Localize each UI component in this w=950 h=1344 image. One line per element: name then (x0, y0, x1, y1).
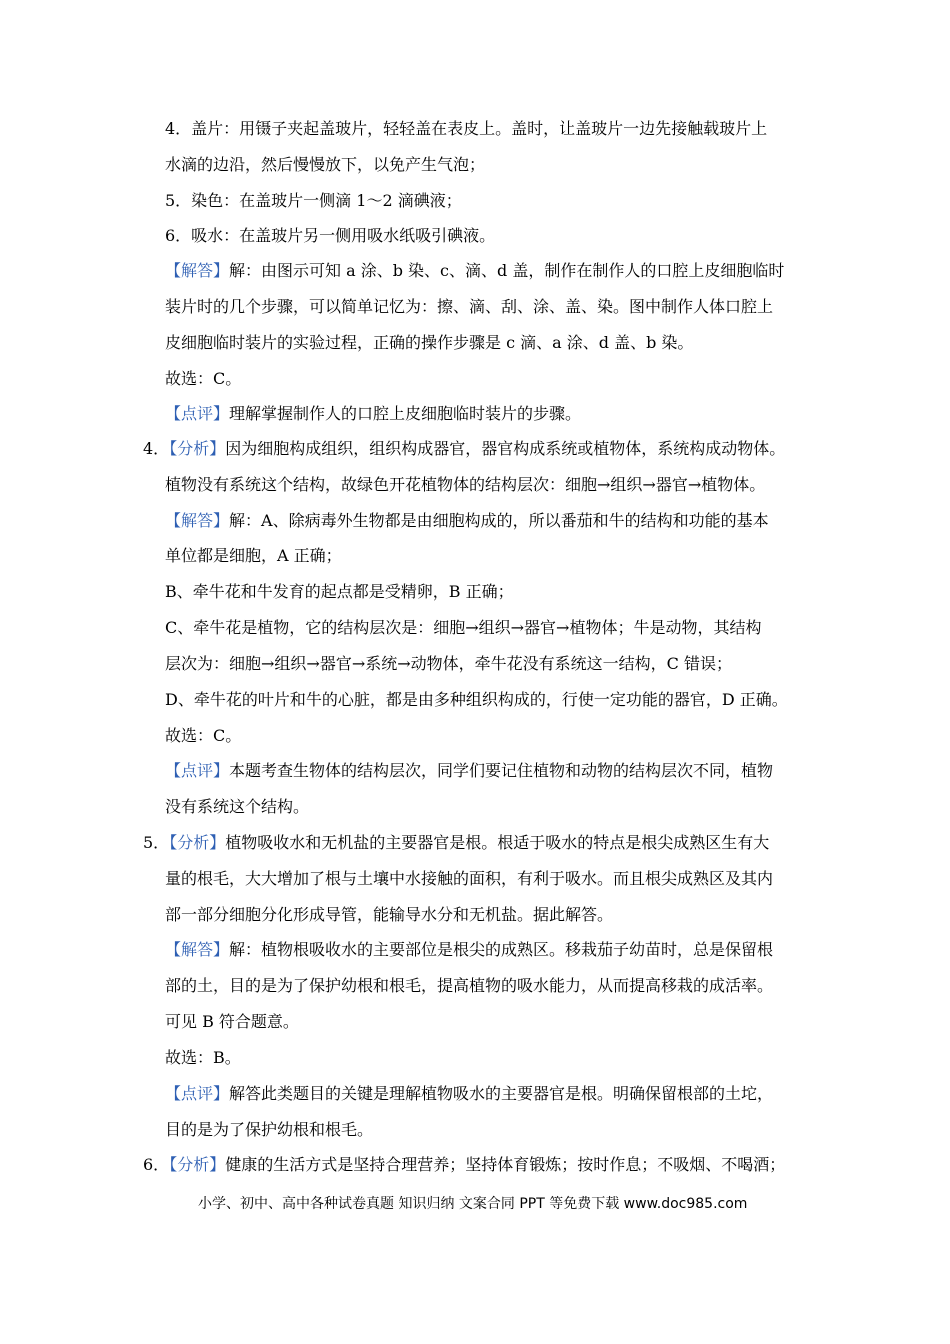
text-line (165, 191, 462, 211)
text-line (165, 726, 241, 746)
line-text: 没有系统这个结构。 (165, 797, 310, 816)
text-line (165, 475, 765, 495)
line-text: 6．吸水：在盖玻片另一侧用吸水纸吸引碘液。 (165, 226, 496, 245)
text-line (165, 797, 309, 817)
text-line (165, 369, 241, 389)
line-text: 4．盖片：用镊子夹起盖玻片，轻轻盖在表皮上。盖时，让盖玻片一边先接触载玻片上 (165, 119, 768, 138)
line-text: 解：由图示可知 a 涂、b 染、c、滴、d 盖，制作在制作人的口腔上皮细胞临时 (229, 261, 785, 280)
section-tag: 【解答】 (165, 511, 230, 530)
text-line (165, 546, 342, 566)
line-text: 水滴的边沿，然后慢慢放下，以免产生气泡； (165, 155, 486, 174)
text-line (165, 761, 773, 781)
section-tag: 【分析】 (169, 833, 226, 852)
section-tag: 【点评】 (165, 761, 230, 780)
line-text: 可见 B 符合题意。 (165, 1012, 299, 1031)
text-line (165, 333, 693, 353)
text-line (165, 654, 732, 674)
text-line (165, 1120, 373, 1140)
line-text: 层次为：细胞→组织→器官→系统→动物体，牵牛花没有系统这一结构，C 错误； (165, 654, 732, 673)
line-text: 本题考查生物体的结构层次，同学们要记住植物和动物的结构层次不同，植物 (229, 761, 774, 780)
text-line (165, 1048, 241, 1068)
line-text: 部的土，目的是为了保护幼根和根毛，提高植物的吸水能力，从而提高移栽的成活率。 (165, 976, 774, 995)
section-tag: 【解答】 (165, 261, 230, 280)
text-line (165, 869, 773, 889)
line-text: 植物没有系统这个结构，故绿色开花植物体的结构层次：细胞→组织→器官→植物体。 (165, 475, 766, 494)
line-text: 部一部分细胞分化形成导管，能输导水分和无机盐。据此解答。 (165, 905, 614, 924)
text-line (143, 439, 785, 459)
text-line (165, 690, 788, 710)
question-number: 4． (143, 439, 170, 458)
line-text: 量的根毛，大大增加了根与土壤中水接触的面积，有利于吸水。而且根尖成熟区及其内 (165, 869, 774, 888)
section-tag: 【解答】 (165, 940, 230, 959)
line-text: 解答此类题目的关键是理解植物吸水的主要器官是根。明确保留根部的土坨， (229, 1084, 774, 1103)
section-tag: 【分析】 (169, 1155, 226, 1174)
section-tag: 【分析】 (169, 439, 226, 458)
line-text: 单位都是细胞，A 正确； (165, 546, 342, 565)
text-line (165, 905, 613, 925)
text-line (165, 155, 485, 175)
line-text: 装片时的几个步骤，可以简单记忆为：擦、滴、刮、涂、盖、染。图中制作人体口腔上 (165, 297, 774, 316)
line-text: 健康的生活方式是坚持合理营养；坚持体育锻炼；按时作息；不吸烟、不喝酒； (225, 1155, 786, 1174)
text-line (165, 940, 773, 960)
text-line (165, 1084, 773, 1104)
line-text: 解：A、除病毒外生物都是由细胞构成的，所以番茄和牛的结构和功能的基本 (229, 511, 769, 530)
line-text: 故选：C。 (165, 726, 242, 745)
line-text: 故选：C。 (165, 369, 242, 388)
section-tag: 【点评】 (165, 404, 230, 423)
text-line (165, 582, 514, 602)
text-line (165, 1012, 299, 1032)
section-tag: 【点评】 (165, 1084, 230, 1103)
text-line (165, 618, 761, 638)
text-line (165, 511, 769, 531)
line-text: 因为细胞构成组织，组织构成器官，器官构成系统或植物体，系统构成动物体。 (225, 439, 786, 458)
text-line (165, 226, 495, 246)
page-footer: 小学、初中、高中各种试卷真题 知识归纳 文案合同 PPT 等免费下载 www.doc985.com (198, 1196, 748, 1212)
text-line (143, 833, 769, 853)
text-line (165, 297, 773, 317)
text-line (143, 1155, 785, 1175)
question-number: 5． (143, 833, 170, 852)
question-number: 6． (143, 1155, 170, 1174)
line-text: 解：植物根吸收水的主要部位是根尖的成熟区。移栽茄子幼苗时，总是保留根 (229, 940, 774, 959)
line-text: 理解掌握制作人的口腔上皮细胞临时装片的步骤。 (229, 404, 582, 423)
line-text: 目的是为了保护幼根和根毛。 (165, 1120, 374, 1139)
line-text: 植物吸收水和无机盐的主要器官是根。根适于吸水的特点是根尖成熟区生有大 (225, 833, 770, 852)
line-text: D、牵牛花的叶片和牛的心脏，都是由多种组织构成的，行使一定功能的器官，D 正确。 (165, 690, 788, 709)
line-text: C、牵牛花是植物，它的结构层次是：细胞→组织→器官→植物体；牛是动物，其结构 (165, 618, 762, 637)
line-text: 皮细胞临时装片的实验过程，正确的操作步骤是 c 滴、a 涂、d 盖、b 染。 (165, 333, 694, 352)
text-line (165, 119, 767, 139)
text-line (165, 261, 784, 281)
text-line (165, 404, 581, 424)
line-text: 5．染色：在盖玻片一侧滴 1～2 滴碘液； (165, 191, 462, 210)
text-line (165, 976, 773, 996)
line-text: B、牵牛花和牛发育的起点都是受精卵，B 正确； (165, 582, 514, 601)
line-text: 故选：B。 (165, 1048, 241, 1067)
